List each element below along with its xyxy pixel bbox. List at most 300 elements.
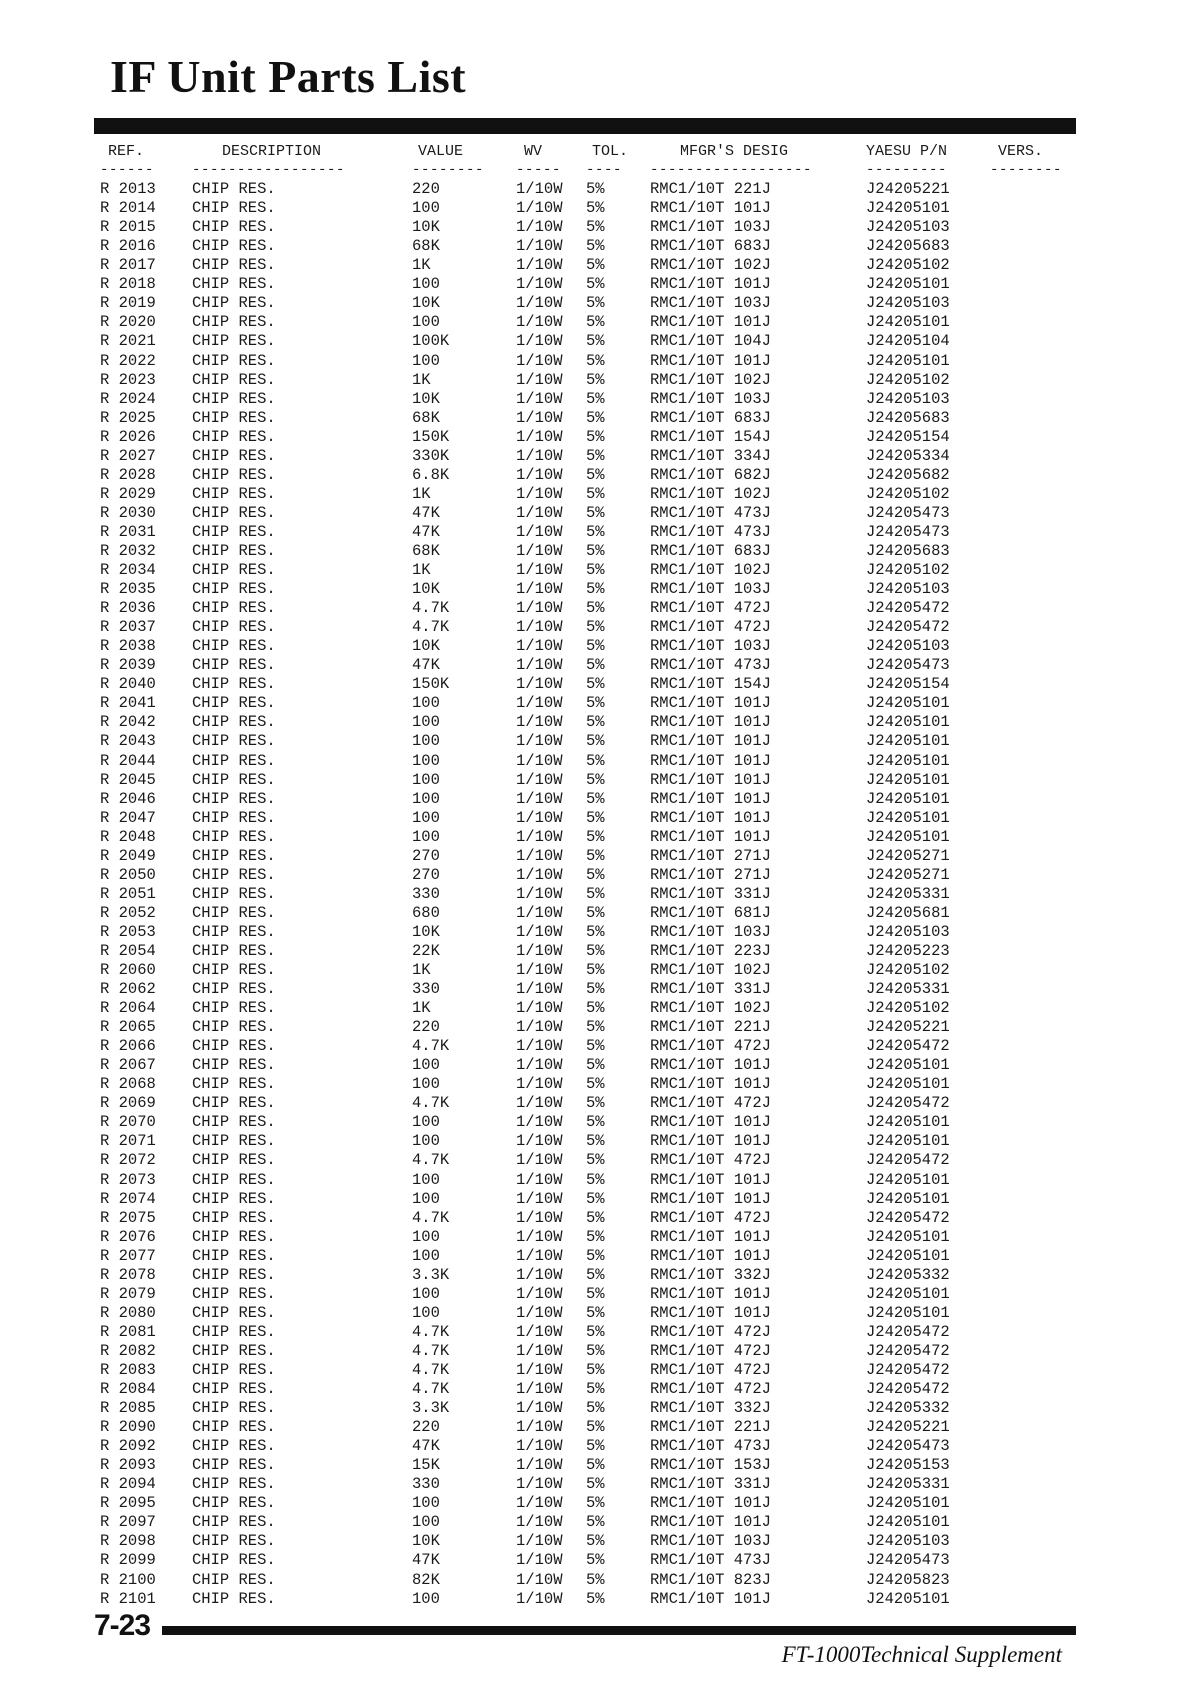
cell-value: 47K	[412, 1551, 440, 1570]
cell-vers	[990, 294, 1080, 313]
cell-tol: 5%	[586, 313, 605, 332]
cell-ref: R 2066	[100, 1037, 156, 1056]
cell-wv: 1/10W	[516, 256, 563, 275]
table-row	[100, 1361, 1080, 1380]
cell-tol: 5%	[586, 561, 605, 580]
cell-description: CHIP RES.	[192, 1570, 276, 1589]
cell-value: 100	[412, 1170, 440, 1189]
cell-ref: R 2025	[100, 408, 156, 427]
table-row	[100, 1399, 1080, 1418]
cell-ref: R 2049	[100, 846, 156, 865]
cell-value: 100K	[412, 332, 450, 351]
cell-tol: 5%	[586, 941, 605, 960]
cell-wv: 1/10W	[516, 789, 563, 808]
cell-tol: 5%	[586, 1341, 605, 1360]
cell-tol: 5%	[586, 1589, 605, 1608]
cell-description: CHIP RES.	[192, 180, 276, 199]
cell-tol: 5%	[586, 237, 605, 256]
cell-ref: R 2099	[100, 1551, 156, 1570]
cell-value: 4.7K	[412, 1151, 450, 1170]
table-row	[100, 923, 1080, 942]
cell-mfgr-desig: RMC1/10T 101J	[650, 1189, 771, 1208]
cell-description: CHIP RES.	[192, 1056, 276, 1075]
cell-description: CHIP RES.	[192, 408, 276, 427]
table-row	[100, 1571, 1080, 1590]
cell-value: 1K	[412, 370, 431, 389]
cell-value: 100	[412, 1132, 440, 1151]
cell-yaesu-pn: J24205154	[866, 427, 950, 446]
table-row	[100, 904, 1080, 923]
cell-ref: R 2100	[100, 1570, 156, 1589]
cell-mfgr-desig: RMC1/10T 101J	[650, 275, 771, 294]
cell-tol: 5%	[586, 1018, 605, 1037]
cell-tol: 5%	[586, 1208, 605, 1227]
cell-wv: 1/10W	[516, 1475, 563, 1494]
cell-value: 150K	[412, 675, 450, 694]
cell-yaesu-pn: J24205472	[866, 1208, 950, 1227]
cell-yaesu-pn: J24205223	[866, 941, 950, 960]
cell-wv: 1/10W	[516, 827, 563, 846]
cell-value: 47K	[412, 1437, 440, 1456]
cell-description: CHIP RES.	[192, 865, 276, 884]
cell-ref: R 2021	[100, 332, 156, 351]
cell-wv: 1/10W	[516, 408, 563, 427]
cell-mfgr-desig: RMC1/10T 101J	[650, 808, 771, 827]
cell-tol: 5%	[586, 256, 605, 275]
cell-description: CHIP RES.	[192, 1265, 276, 1284]
cell-yaesu-pn: J24205472	[866, 599, 950, 618]
cell-yaesu-pn: J24205472	[866, 618, 950, 637]
cell-vers	[990, 828, 1080, 847]
cell-yaesu-pn: J24205473	[866, 1551, 950, 1570]
cell-mfgr-desig: RMC1/10T 472J	[650, 1151, 771, 1170]
cell-yaesu-pn: J24205103	[866, 389, 950, 408]
cell-yaesu-pn: J24205103	[866, 580, 950, 599]
cell-description: CHIP RES.	[192, 294, 276, 313]
table-row	[100, 1532, 1080, 1551]
cell-vers	[990, 1018, 1080, 1037]
cell-tol: 5%	[586, 903, 605, 922]
cell-mfgr-desig: RMC1/10T 101J	[650, 1494, 771, 1513]
cell-mfgr-desig: RMC1/10T 101J	[650, 1227, 771, 1246]
cell-wv: 1/10W	[516, 961, 563, 980]
cell-yaesu-pn: J24205103	[866, 218, 950, 237]
header-yaesu-pn: YAESU P/N	[866, 143, 948, 160]
table-row	[100, 237, 1080, 256]
cell-tol: 5%	[586, 1532, 605, 1551]
cell-wv: 1/10W	[516, 846, 563, 865]
cell-wv: 1/10W	[516, 1113, 563, 1132]
cell-wv: 1/10W	[516, 275, 563, 294]
cell-yaesu-pn: J24205331	[866, 980, 950, 999]
table-row	[100, 1418, 1080, 1437]
cell-mfgr-desig: RMC1/10T 101J	[650, 1246, 771, 1265]
table-row	[100, 561, 1080, 580]
cell-tol: 5%	[586, 1227, 605, 1246]
cell-ref: R 2085	[100, 1399, 156, 1418]
table-row	[100, 1018, 1080, 1037]
cell-tol: 5%	[586, 1513, 605, 1532]
cell-mfgr-desig: RMC1/10T 221J	[650, 1418, 771, 1437]
cell-yaesu-pn: J24205473	[866, 1437, 950, 1456]
cell-tol: 5%	[586, 199, 605, 218]
cell-wv: 1/10W	[516, 675, 563, 694]
cell-description: CHIP RES.	[192, 656, 276, 675]
cell-wv: 1/10W	[516, 999, 563, 1018]
cell-wv: 1/10W	[516, 503, 563, 522]
cell-vers	[990, 180, 1080, 199]
table-row	[100, 542, 1080, 561]
cell-ref: R 2027	[100, 446, 156, 465]
cell-mfgr-desig: RMC1/10T 331J	[650, 884, 771, 903]
cell-mfgr-desig: RMC1/10T 473J	[650, 656, 771, 675]
cell-mfgr-desig: RMC1/10T 101J	[650, 732, 771, 751]
cell-yaesu-pn: J24205102	[866, 999, 950, 1018]
cell-wv: 1/10W	[516, 1189, 563, 1208]
cell-mfgr-desig: RMC1/10T 102J	[650, 999, 771, 1018]
cell-description: CHIP RES.	[192, 1132, 276, 1151]
cell-tol: 5%	[586, 1551, 605, 1570]
cell-yaesu-pn: J24205334	[866, 446, 950, 465]
cell-mfgr-desig: RMC1/10T 681J	[650, 903, 771, 922]
cell-description: CHIP RES.	[192, 599, 276, 618]
cell-description: CHIP RES.	[192, 313, 276, 332]
cell-wv: 1/10W	[516, 484, 563, 503]
cell-ref: R 2084	[100, 1380, 156, 1399]
table-row	[100, 1304, 1080, 1323]
cell-wv: 1/10W	[516, 389, 563, 408]
cell-value: 100	[412, 1303, 440, 1322]
cell-tol: 5%	[586, 351, 605, 370]
cell-ref: R 2037	[100, 618, 156, 637]
cell-ref: R 2040	[100, 675, 156, 694]
cell-description: CHIP RES.	[192, 503, 276, 522]
cell-tol: 5%	[586, 1132, 605, 1151]
cell-description: CHIP RES.	[192, 1208, 276, 1227]
cell-yaesu-pn: J24205472	[866, 1380, 950, 1399]
cell-wv: 1/10W	[516, 1437, 563, 1456]
cell-tol: 5%	[586, 275, 605, 294]
cell-ref: R 2018	[100, 275, 156, 294]
cell-vers	[990, 1361, 1080, 1380]
cell-vers	[990, 1418, 1080, 1437]
cell-tol: 5%	[586, 694, 605, 713]
cell-description: CHIP RES.	[192, 237, 276, 256]
cell-yaesu-pn: J24205103	[866, 637, 950, 656]
cell-vers	[990, 428, 1080, 447]
table-row	[100, 1171, 1080, 1190]
cell-value: 4.7K	[412, 1341, 450, 1360]
cell-value: 82K	[412, 1570, 440, 1589]
cell-wv: 1/10W	[516, 294, 563, 313]
cell-vers	[990, 1494, 1080, 1513]
cell-value: 100	[412, 1113, 440, 1132]
cell-yaesu-pn: J24205101	[866, 732, 950, 751]
cell-wv: 1/10W	[516, 618, 563, 637]
cell-tol: 5%	[586, 1418, 605, 1437]
cell-value: 100	[412, 275, 440, 294]
dash-yaesu-pn: ---------	[866, 162, 948, 179]
cell-description: CHIP RES.	[192, 1418, 276, 1437]
cell-description: CHIP RES.	[192, 637, 276, 656]
cell-value: 100	[412, 313, 440, 332]
table-row	[100, 1228, 1080, 1247]
table-row	[100, 1094, 1080, 1113]
table-row	[100, 1247, 1080, 1266]
cell-ref: R 2077	[100, 1246, 156, 1265]
cell-tol: 5%	[586, 1380, 605, 1399]
cell-wv: 1/10W	[516, 580, 563, 599]
cell-vers	[990, 618, 1080, 637]
dash-ref: ------	[100, 162, 155, 179]
cell-vers	[990, 732, 1080, 751]
cell-wv: 1/10W	[516, 1551, 563, 1570]
cell-vers	[990, 904, 1080, 923]
cell-yaesu-pn: J24205101	[866, 1056, 950, 1075]
cell-mfgr-desig: RMC1/10T 153J	[650, 1456, 771, 1475]
table-row	[100, 1190, 1080, 1209]
cell-mfgr-desig: RMC1/10T 223J	[650, 941, 771, 960]
cell-wv: 1/10W	[516, 218, 563, 237]
cell-description: CHIP RES.	[192, 199, 276, 218]
cell-vers	[990, 580, 1080, 599]
cell-mfgr-desig: RMC1/10T 823J	[650, 1570, 771, 1589]
cell-wv: 1/10W	[516, 1494, 563, 1513]
cell-tol: 5%	[586, 1284, 605, 1303]
cell-description: CHIP RES.	[192, 1322, 276, 1341]
cell-value: 4.7K	[412, 1361, 450, 1379]
cell-value: 100	[412, 808, 440, 827]
cell-value: 220	[412, 1018, 440, 1037]
cell-tol: 5%	[586, 999, 605, 1018]
header-mfgr: MFGR'S DESIG	[680, 143, 789, 160]
cell-value: 4.7K	[412, 1208, 450, 1227]
cell-mfgr-desig: RMC1/10T 101J	[650, 1170, 771, 1189]
table-row	[100, 847, 1080, 866]
cell-yaesu-pn: J24205103	[866, 294, 950, 313]
cell-vers	[990, 1228, 1080, 1247]
cell-value: 1K	[412, 961, 431, 980]
cell-description: CHIP RES.	[192, 1380, 276, 1399]
cell-ref: R 2046	[100, 789, 156, 808]
cell-wv: 1/10W	[516, 1589, 563, 1608]
header-ref: REF.	[108, 143, 145, 160]
cell-yaesu-pn: J24205101	[866, 199, 950, 218]
cell-description: CHIP RES.	[192, 218, 276, 237]
cell-value: 1K	[412, 999, 431, 1018]
cell-mfgr-desig: RMC1/10T 271J	[650, 846, 771, 865]
cell-tol: 5%	[586, 1322, 605, 1341]
cell-yaesu-pn: J24205101	[866, 1284, 950, 1303]
cell-ref: R 2022	[100, 351, 156, 370]
cell-mfgr-desig: RMC1/10T 101J	[650, 351, 771, 370]
cell-tol: 5%	[586, 408, 605, 427]
cell-mfgr-desig: RMC1/10T 472J	[650, 1322, 771, 1341]
cell-tol: 5%	[586, 922, 605, 941]
cell-vers	[990, 656, 1080, 675]
cell-vers	[990, 752, 1080, 771]
cell-tol: 5%	[586, 465, 605, 484]
cell-tol: 5%	[586, 884, 605, 903]
cell-description: CHIP RES.	[192, 1094, 276, 1113]
cell-wv: 1/10W	[516, 1246, 563, 1265]
cell-yaesu-pn: J24205221	[866, 1018, 950, 1037]
cell-ref: R 2051	[100, 884, 156, 903]
cell-mfgr-desig: RMC1/10T 103J	[650, 218, 771, 237]
cell-description: CHIP RES.	[192, 1341, 276, 1360]
table-row	[100, 885, 1080, 904]
cell-vers	[990, 675, 1080, 694]
cell-vers	[990, 523, 1080, 542]
cell-vers	[990, 809, 1080, 828]
cell-ref: R 2024	[100, 389, 156, 408]
cell-mfgr-desig: RMC1/10T 683J	[650, 541, 771, 560]
cell-value: 100	[412, 732, 440, 751]
cell-value: 100	[412, 1513, 440, 1532]
cell-vers	[990, 1209, 1080, 1228]
cell-vers	[990, 1304, 1080, 1323]
cell-value: 4.7K	[412, 1094, 450, 1113]
cell-yaesu-pn: J24205472	[866, 1361, 950, 1379]
table-row	[100, 828, 1080, 847]
cell-tol: 5%	[586, 503, 605, 522]
cell-value: 6.8K	[412, 465, 450, 484]
cell-wv: 1/10W	[516, 732, 563, 751]
cell-description: CHIP RES.	[192, 884, 276, 903]
cell-description: CHIP RES.	[192, 1227, 276, 1246]
table-row	[100, 1380, 1080, 1399]
cell-tol: 5%	[586, 980, 605, 999]
cell-ref: R 2076	[100, 1227, 156, 1246]
cell-yaesu-pn: J24205472	[866, 1322, 950, 1341]
cell-tol: 5%	[586, 1456, 605, 1475]
table-row	[100, 618, 1080, 637]
cell-tol: 5%	[586, 332, 605, 351]
cell-value: 47K	[412, 522, 440, 541]
cell-value: 47K	[412, 503, 440, 522]
cell-vers	[990, 1094, 1080, 1113]
cell-vers	[990, 599, 1080, 618]
table-row	[100, 999, 1080, 1018]
cell-description: CHIP RES.	[192, 713, 276, 732]
header-value: VALUE	[418, 143, 464, 160]
cell-yaesu-pn: J24205683	[866, 408, 950, 427]
cell-wv: 1/10W	[516, 370, 563, 389]
table-row	[100, 656, 1080, 675]
table-row	[100, 313, 1080, 332]
table-row	[100, 771, 1080, 790]
cell-description: CHIP RES.	[192, 1151, 276, 1170]
cell-wv: 1/10W	[516, 903, 563, 922]
cell-mfgr-desig: RMC1/10T 472J	[650, 618, 771, 637]
cell-ref: R 2038	[100, 637, 156, 656]
cell-tol: 5%	[586, 580, 605, 599]
cell-ref: R 2017	[100, 256, 156, 275]
cell-wv: 1/10W	[516, 941, 563, 960]
table-header-row	[100, 142, 1080, 161]
table-row	[100, 1266, 1080, 1285]
cell-yaesu-pn: J24205473	[866, 503, 950, 522]
cell-value: 220	[412, 180, 440, 199]
cell-yaesu-pn: J24205331	[866, 1475, 950, 1494]
cell-ref: R 2030	[100, 503, 156, 522]
cell-value: 220	[412, 1418, 440, 1437]
cell-description: CHIP RES.	[192, 389, 276, 408]
cell-wv: 1/10W	[516, 865, 563, 884]
cell-tol: 5%	[586, 1056, 605, 1075]
cell-ref: R 2079	[100, 1284, 156, 1303]
cell-description: CHIP RES.	[192, 275, 276, 294]
cell-value: 10K	[412, 637, 440, 656]
cell-mfgr-desig: RMC1/10T 683J	[650, 408, 771, 427]
table-row	[100, 275, 1080, 294]
cell-ref: R 2032	[100, 541, 156, 560]
cell-tol: 5%	[586, 1246, 605, 1265]
cell-wv: 1/10W	[516, 1056, 563, 1075]
table-row	[100, 599, 1080, 618]
cell-ref: R 2034	[100, 561, 156, 580]
cell-tol: 5%	[586, 599, 605, 618]
cell-vers	[990, 694, 1080, 713]
cell-description: CHIP RES.	[192, 922, 276, 941]
cell-vers	[990, 1323, 1080, 1342]
cell-ref: R 2015	[100, 218, 156, 237]
cell-value: 100	[412, 1284, 440, 1303]
cell-vers	[990, 561, 1080, 580]
header-vers: VERS.	[998, 143, 1044, 160]
cell-ref: R 2023	[100, 370, 156, 389]
cell-tol: 5%	[586, 637, 605, 656]
cell-description: CHIP RES.	[192, 1456, 276, 1475]
cell-value: 4.7K	[412, 618, 450, 637]
cell-description: CHIP RES.	[192, 1399, 276, 1418]
cell-wv: 1/10W	[516, 1037, 563, 1056]
table-row	[100, 1132, 1080, 1151]
cell-value: 330	[412, 884, 440, 903]
cell-tol: 5%	[586, 1437, 605, 1456]
cell-ref: R 2039	[100, 656, 156, 675]
cell-mfgr-desig: RMC1/10T 101J	[650, 199, 771, 218]
cell-tol: 5%	[586, 1075, 605, 1094]
cell-wv: 1/10W	[516, 1227, 563, 1246]
cell-description: CHIP RES.	[192, 941, 276, 960]
cell-mfgr-desig: RMC1/10T 101J	[650, 751, 771, 770]
cell-vers	[990, 447, 1080, 466]
cell-mfgr-desig: RMC1/10T 472J	[650, 1037, 771, 1056]
cell-yaesu-pn: J24205101	[866, 713, 950, 732]
cell-value: 10K	[412, 922, 440, 941]
cell-yaesu-pn: J24205221	[866, 180, 950, 199]
cell-description: CHIP RES.	[192, 1037, 276, 1056]
cell-yaesu-pn: J24205332	[866, 1399, 950, 1418]
cell-yaesu-pn: J24205103	[866, 922, 950, 941]
cell-mfgr-desig: RMC1/10T 154J	[650, 427, 771, 446]
cell-wv: 1/10W	[516, 980, 563, 999]
cell-tol: 5%	[586, 656, 605, 675]
footer-rule	[162, 1626, 1076, 1635]
cell-wv: 1/10W	[516, 1018, 563, 1037]
cell-yaesu-pn: J24205473	[866, 522, 950, 541]
cell-description: CHIP RES.	[192, 732, 276, 751]
cell-wv: 1/10W	[516, 1151, 563, 1170]
cell-wv: 1/10W	[516, 1532, 563, 1551]
cell-description: CHIP RES.	[192, 332, 276, 351]
cell-mfgr-desig: RMC1/10T 331J	[650, 980, 771, 999]
cell-tol: 5%	[586, 1494, 605, 1513]
cell-tol: 5%	[586, 484, 605, 503]
cell-yaesu-pn: J24205104	[866, 332, 950, 351]
cell-tol: 5%	[586, 961, 605, 980]
